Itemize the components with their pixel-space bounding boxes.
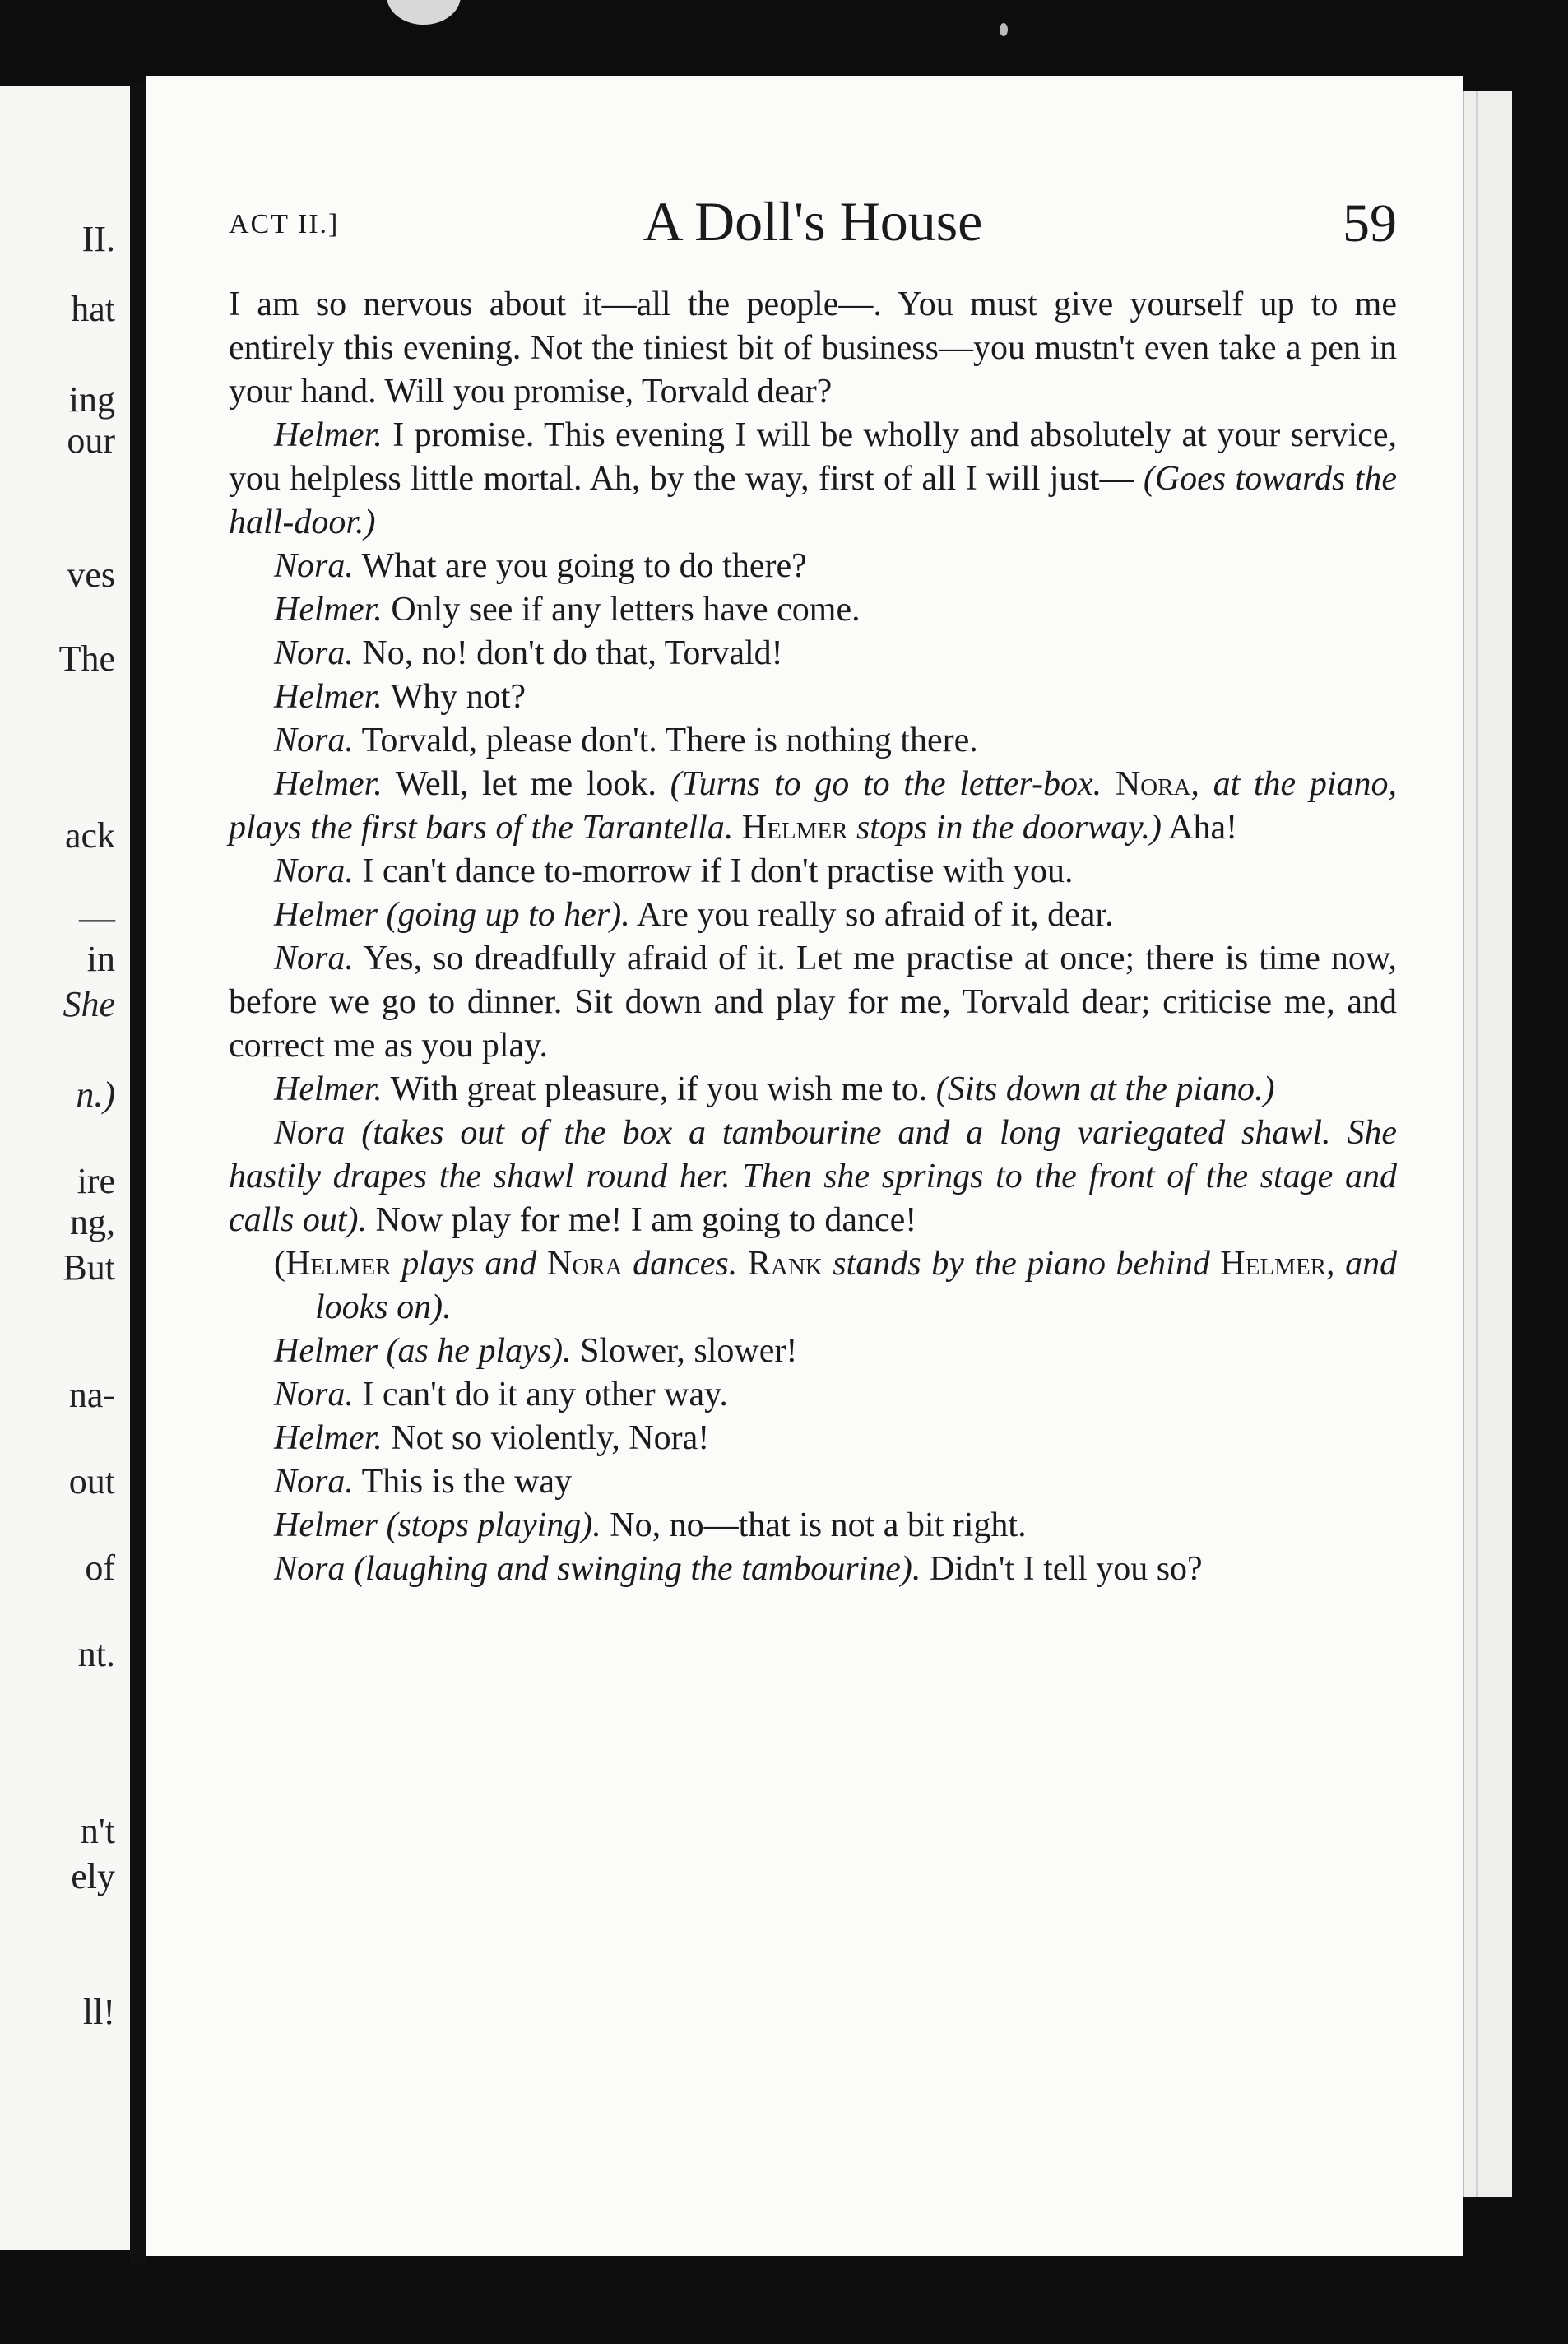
stage-direction: (going up to her). <box>386 896 630 934</box>
stage-direction-block: (Helmer plays and Nora dances. Rank stands by the piano behind Helmer, and looks on). <box>274 1245 1398 1326</box>
previous-page-edge <box>0 86 130 2250</box>
speaker-name: Helmer <box>274 896 378 934</box>
left-fragment: The <box>58 638 115 679</box>
paragraph <box>229 763 1397 850</box>
left-fragment: ves <box>67 555 115 595</box>
dialogue-text: This is the way <box>361 1463 573 1501</box>
paragraph <box>229 937 1397 1068</box>
dialogue-text: I can't dance to-morrow if I don't practise with you. <box>362 852 1074 890</box>
speaker-name: Helmer. <box>274 416 383 454</box>
dialogue-text: Why not? <box>390 678 527 716</box>
paragraph <box>229 894 1397 937</box>
book-gutter <box>130 82 146 2263</box>
paragraph <box>229 1068 1397 1112</box>
speaker-name: Nora. <box>274 547 354 585</box>
left-fragment: out <box>68 1461 115 1502</box>
page-number: 59 <box>1343 193 1397 253</box>
left-fragment: n.) <box>76 1075 115 1115</box>
stage-direction: (laughing and swinging the tambourine). <box>353 1550 921 1588</box>
book-title: A Doll's House <box>643 190 983 253</box>
stage-direction: , and looks on). <box>315 1245 1398 1326</box>
left-fragment: our <box>67 420 115 461</box>
stage-direction: (Goes towards the hall-door.) <box>229 460 1397 541</box>
dialogue-text: Well, let me look. <box>395 765 656 803</box>
left-fragment: ire <box>77 1161 115 1201</box>
paragraph <box>229 675 1397 719</box>
dialogue-text: No, no! don't do that, Torvald! <box>362 634 783 672</box>
dialogue-text: Are you really so afraid of it, dear. <box>636 896 1114 934</box>
paragraph <box>229 632 1397 675</box>
dialogue-text: Didn't I tell you so? <box>929 1550 1203 1588</box>
paragraph <box>229 1373 1397 1417</box>
character-name: Nora <box>1115 765 1191 803</box>
stage-direction: (as he plays). <box>386 1332 572 1370</box>
stage-direction: stops in the doorway.) <box>856 809 1162 847</box>
speaker-name: Nora. <box>274 722 354 759</box>
stage-direction: plays and <box>401 1245 537 1283</box>
paragraph <box>229 1504 1397 1548</box>
speaker-name: Nora. <box>274 1376 354 1413</box>
dialogue-text: With great pleasure, if you wish me to. <box>390 1070 928 1108</box>
page-stack-edge <box>1463 91 1512 2197</box>
dialogue-text: Now play for me! I am going to dance! <box>375 1201 917 1239</box>
left-fragment: nt. <box>77 1634 115 1674</box>
speaker-name: Nora <box>274 1114 346 1152</box>
left-fragment: She <box>63 984 115 1024</box>
character-name: Helmer <box>285 1245 392 1283</box>
speaker-name: Nora. <box>274 940 354 977</box>
left-fragment: hat <box>71 289 115 329</box>
speaker-name: Nora. <box>274 634 354 672</box>
stage-direction: (takes out of the box a tambourine and a long variegated shawl. She hastily drapes the shawl round her. Then she springs to the front of the stage and calls out). <box>229 1114 1397 1239</box>
left-fragment: in <box>86 939 115 979</box>
left-fragment: na- <box>68 1375 115 1415</box>
speaker-name: Helmer. <box>274 1419 383 1457</box>
paragraph <box>229 283 1397 414</box>
speaker-name: Helmer. <box>274 591 383 629</box>
character-name: Helmer <box>1220 1245 1327 1283</box>
paragraph <box>229 545 1397 588</box>
left-fragment: ack <box>64 815 115 856</box>
dialogue-text: No, no—that is not a bit right. <box>610 1506 1027 1544</box>
dialogue-text: Torvald, please don't. There is nothing there. <box>361 722 978 759</box>
paragraph <box>229 1460 1397 1504</box>
dialogue-text: Aha! <box>1168 809 1238 847</box>
paragraph <box>229 719 1397 763</box>
paragraph <box>229 1330 1397 1373</box>
left-fragment: II. <box>81 219 115 259</box>
scan-artifact <box>1000 23 1008 36</box>
paragraph <box>229 414 1397 545</box>
character-name: Nora <box>547 1245 623 1283</box>
paragraph <box>229 1417 1397 1460</box>
left-fragment: ll! <box>82 1992 115 2032</box>
dialogue-text: I promise. This evening I will be wholly and absolutely at your service, you helpless little mortal. Ah, by the way, first of all I will just— <box>229 416 1398 498</box>
act-label: ACT II.] <box>229 209 340 239</box>
dialogue-text: Slower, slower! <box>580 1332 798 1370</box>
left-fragment: ely <box>71 1856 115 1896</box>
dialogue-text: What are you going to do there? <box>361 547 807 585</box>
speaker-name: Helmer <box>274 1506 378 1544</box>
character-name: Helmer <box>741 809 848 847</box>
stage-direction: (stops playing). <box>386 1506 601 1544</box>
paragraph <box>229 1548 1397 1591</box>
running-head <box>229 184 1397 258</box>
paragraph <box>229 1112 1397 1242</box>
stage-direction: (Turns to go to the letter-box. <box>670 765 1102 803</box>
speaker-name: Helmer <box>274 1332 378 1370</box>
left-fragment: But <box>63 1247 115 1288</box>
speaker-name: Nora. <box>274 852 354 890</box>
book-page <box>146 76 1463 2256</box>
speaker-name: Helmer. <box>274 678 383 716</box>
dialogue-text: Not so violently, Nora! <box>391 1419 710 1457</box>
left-fragment: n't <box>80 1811 115 1851</box>
paragraph <box>229 850 1397 894</box>
left-fragment: ing <box>68 379 115 420</box>
stage-direction: dances. <box>633 1245 738 1283</box>
stage-direction: , at the piano, plays the first bars of the Tarantella. <box>229 765 1398 847</box>
dialogue-text: I can't do it any other way. <box>362 1376 728 1413</box>
left-fragment: — <box>79 898 115 938</box>
speaker-name: Helmer. <box>274 765 383 803</box>
speaker-name: Nora <box>274 1550 346 1588</box>
character-name: Rank <box>747 1245 823 1283</box>
stage-direction: (Sits down at the piano.) <box>935 1070 1275 1108</box>
speaker-name: Helmer. <box>274 1070 383 1108</box>
dialogue-text: Only see if any letters have come. <box>391 591 861 629</box>
dialogue-text: Yes, so dreadfully afraid of it. Let me practise at once; there is time now, before we go to dinner. Sit down and play for me, Torvald dear; criticise me, and correct me as you play. <box>229 940 1397 1065</box>
dialogue-text: I am so nervous about it—all the people—. You must give yourself up to me entirely this evening. Not the tiniest bit of business—you mustn't even take a pen in your hand. Will you promise, Torvald dear? <box>229 285 1397 411</box>
left-fragment: of <box>85 1548 115 1588</box>
page-text <box>229 283 1397 1591</box>
speaker-name: Nora. <box>274 1463 354 1501</box>
scan-artifact <box>387 0 461 25</box>
stage-direction: stands by the piano behind <box>833 1245 1210 1283</box>
left-fragment: ng, <box>70 1202 115 1242</box>
paragraph <box>229 588 1397 632</box>
